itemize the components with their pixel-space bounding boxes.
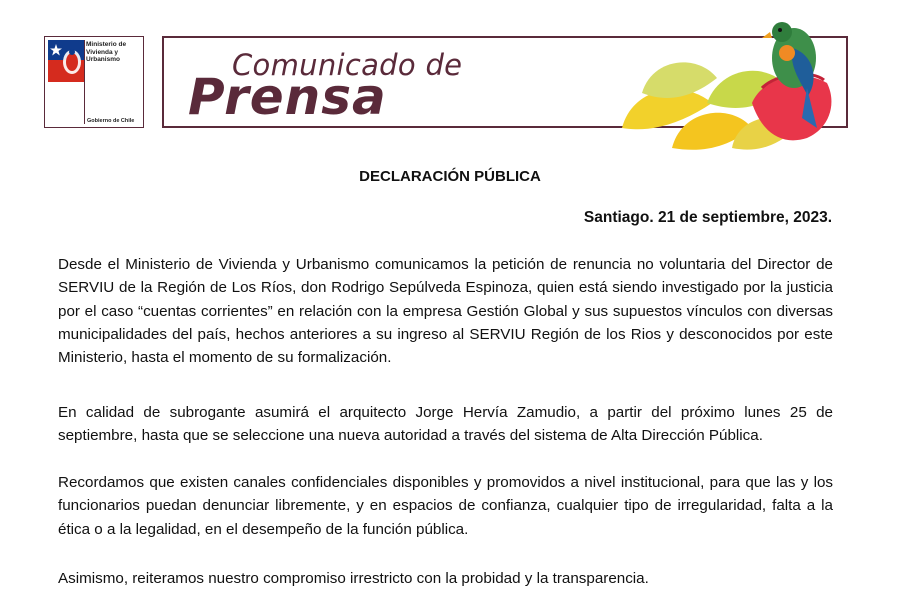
coat-of-arms-icon <box>48 40 84 82</box>
paragraph-2: En calidad de subrogante asumirá el arquitecto Jorge Hervía Zamudio, a partir del próximo lunes 25 de septiembre, hasta que se seleccione una nueva autoridad a través del sistema de Alta Dirección Pública. <box>58 404 833 445</box>
leaf-4 <box>642 62 717 98</box>
bird-chest <box>779 45 795 61</box>
paragraph-1: Desde el Ministerio de Vivienda y Urbanismo comunicamos la petición de renuncia no voluntaria del Director de SERVIU de la Región de Los Ríos, don Rodrigo Sepúlveda Espinoza, quien está siendo investigado por la justicia por el caso “cuentas corrientes” en relación con la empresa Gestión Global y sus supuestos vínculos con diversas municipalidades del país, hechos anteriores a su ingreso al SERVIU Región de los Rios y desconocidos por este Ministerio, hasta el momento de su formalización. <box>58 256 833 367</box>
banner-title-large: Prensa <box>188 68 387 126</box>
banner-title-small: Comunicado de <box>232 48 463 82</box>
document-title: DECLARACIÓN PÚBLICA <box>359 168 541 185</box>
ministry-logo <box>44 36 144 128</box>
ministry-name: Ministerio de Vivienda y Urbanismo <box>86 41 127 63</box>
government-label: Gobierno de Chile <box>87 118 135 124</box>
leaves-bird-illustration <box>612 8 842 156</box>
bird-eye <box>778 28 782 32</box>
paragraph-4: Asimismo, reiteramos nuestro compromiso irrestricto con la probidad y la transparencia. <box>58 570 649 587</box>
document-date: Santiago. 21 de septiembre, 2023. <box>583 209 832 226</box>
paragraph-3: Recordamos que existen canales confidenciales disponibles y promovidos a nivel institucional, para que las y los funcionarios puedan denunciar libremente, y en espacios de confianza, cualquier tipo de irregularidad, falta a la ética o a la legalidad, en el desempeño de la función pública. <box>58 474 833 538</box>
bird-beak <box>762 32 772 38</box>
bird-head <box>772 22 792 42</box>
logo-divider <box>84 40 85 124</box>
